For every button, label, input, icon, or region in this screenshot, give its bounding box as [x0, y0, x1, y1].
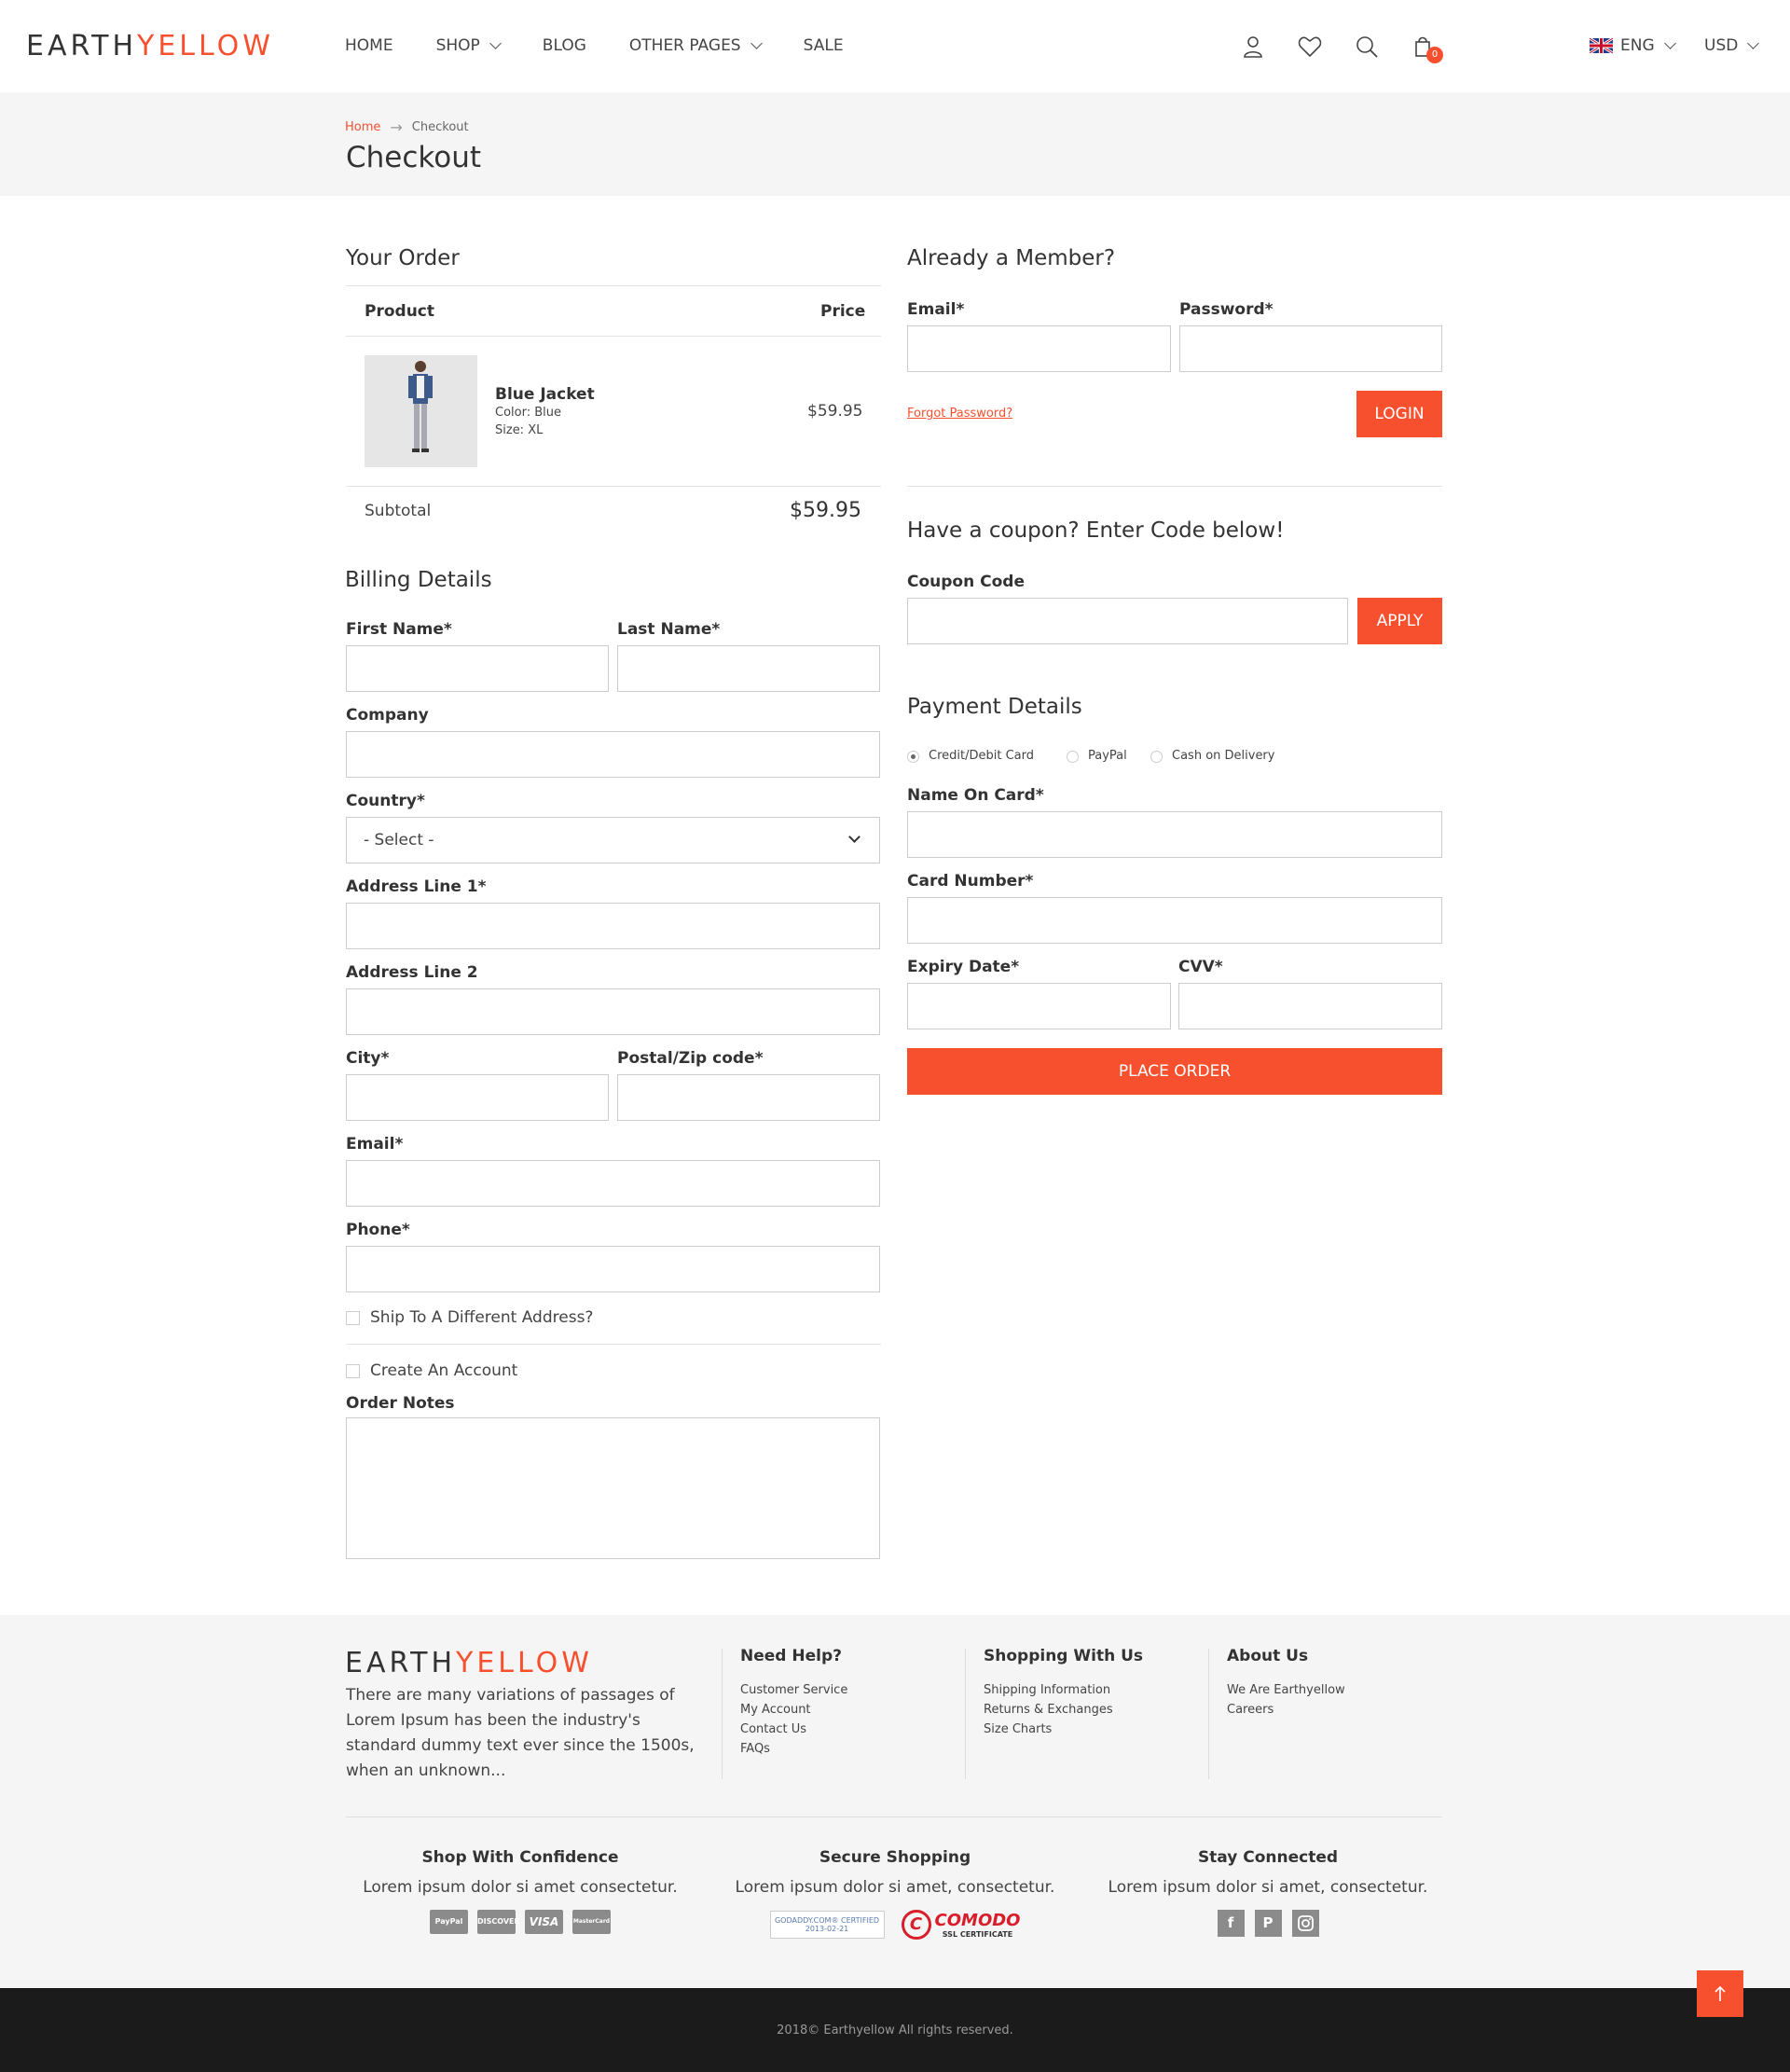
expiry-date-label: Expiry Date* [907, 958, 1020, 976]
footer-link-my-account[interactable]: My Account [740, 1703, 811, 1717]
uk-flag-icon [1590, 38, 1613, 53]
nav-home-label: HOME [345, 36, 393, 55]
ship-different-checkbox[interactable] [346, 1311, 360, 1325]
chevron-down-icon [750, 37, 763, 49]
payment-radio-card[interactable] [907, 751, 919, 763]
chevron-down-icon [489, 37, 502, 49]
main-nav [345, 36, 887, 55]
apply-coupon-button[interactable]: APPLY [1357, 598, 1442, 644]
site-header [0, 0, 1790, 92]
security-badges [713, 1910, 1077, 1940]
billing-email-input[interactable] [346, 1160, 880, 1207]
create-account-checkbox[interactable] [346, 1364, 360, 1378]
footer-about-text: There are many variations of passages of Lorem Ipsum has been the industry's standard dummy text ever since the 1500s, when an unknown... [346, 1686, 695, 1780]
address-line2-input[interactable] [346, 988, 880, 1035]
nav-other-pages-label: OTHER PAGES [628, 36, 741, 55]
secure-shopping-title: Secure Shopping [819, 1848, 971, 1867]
address-line1-label: Address Line 1* [346, 877, 487, 896]
payment-label-card[interactable]: Credit/Debit Card [929, 749, 1034, 763]
order-notes-label: Order Notes [346, 1394, 455, 1413]
divider [907, 486, 1442, 487]
cart-count-badge: 0 [1426, 47, 1443, 63]
copyright-text: 2018© Earthyellow All rights reserved. [777, 2024, 1013, 2037]
nav-shop[interactable] [436, 36, 500, 55]
scroll-to-top-button[interactable] [1697, 1970, 1743, 2017]
footer-shopping-title: Shopping With Us [984, 1647, 1144, 1665]
chevron-down-icon [848, 831, 861, 843]
search-icon[interactable] [1354, 34, 1380, 60]
divider [346, 285, 881, 286]
arrow-right-icon: → [390, 118, 403, 136]
payment-label-paypal[interactable]: PayPal [1088, 749, 1127, 763]
language-selector[interactable] [1590, 36, 1674, 55]
breadcrumb-current: Checkout [411, 120, 469, 134]
page-title: Checkout [346, 141, 482, 174]
discover-card-icon: DISCOVER [477, 1910, 516, 1934]
subtotal-label: Subtotal [365, 502, 432, 520]
chevron-down-icon [1664, 37, 1676, 49]
first-name-input[interactable] [346, 645, 609, 692]
product-color: Color: Blue [495, 406, 561, 420]
postal-code-input[interactable] [617, 1074, 880, 1121]
footer-link-we-are[interactable]: We Are Earthyellow [1227, 1683, 1345, 1697]
payment-radio-cod[interactable] [1150, 751, 1163, 763]
city-input[interactable] [346, 1074, 609, 1121]
nav-sale[interactable] [804, 36, 844, 55]
country-select-value: - Select - [364, 831, 434, 850]
currency-selector[interactable] [1704, 36, 1757, 55]
stay-connected-block [1091, 1848, 1445, 1937]
divider [1208, 1649, 1209, 1779]
place-order-button[interactable]: PLACE ORDER [907, 1048, 1442, 1095]
login-email-label: Email* [907, 300, 965, 319]
country-label: Country* [346, 792, 425, 810]
godaddy-badge-text: GODADDY.COM® CERTIFIED 2013-02-21 [774, 1916, 880, 1933]
product-size: Size: XL [495, 423, 544, 437]
first-name-label: First Name* [346, 620, 452, 639]
divider [346, 486, 881, 487]
country-select[interactable] [346, 817, 880, 863]
heart-icon[interactable] [1297, 34, 1323, 60]
chevron-down-icon [1747, 37, 1759, 49]
arrow-up-icon [1714, 1985, 1727, 2002]
product-image[interactable] [365, 355, 477, 467]
comodo-subtext: SSL CERTIFICATE [942, 1930, 1013, 1939]
footer-link-careers[interactable]: Careers [1227, 1703, 1274, 1717]
comodo-text: COMODO [934, 1911, 1021, 1930]
last-name-label: Last Name* [617, 620, 721, 639]
footer-help-column [740, 1647, 847, 1759]
price-column-header: Price [820, 302, 866, 321]
billing-details-title: Billing Details [345, 568, 492, 592]
payment-cards [345, 1910, 695, 1934]
expiry-date-input[interactable] [907, 983, 1171, 1029]
coupon-code-label: Coupon Code [907, 573, 1025, 591]
footer-help-title: Need Help? [740, 1647, 842, 1665]
create-account-label[interactable]: Create An Account [370, 1361, 518, 1380]
payment-label-cod[interactable]: Cash on Delivery [1172, 749, 1275, 763]
shop-confidence-text: Lorem ipsum dolor si amet consectetur. [363, 1878, 678, 1897]
godaddy-certified-badge [770, 1911, 885, 1939]
mastercard-card-icon: MasterCard [572, 1910, 611, 1934]
coupon-title: Have a coupon? Enter Code below! [907, 518, 1285, 543]
footer-logo-earth: EARTH [345, 1647, 457, 1679]
product-column-header: Product [365, 302, 434, 321]
subtotal-value: $59.95 [790, 499, 861, 522]
comodo-ssl-badge [902, 1910, 1021, 1940]
payment-radio-paypal[interactable] [1067, 751, 1079, 763]
header-icons [1240, 34, 1467, 60]
footer-about-column [1227, 1647, 1345, 1720]
footer-link-returns[interactable]: Returns & Exchanges [984, 1703, 1113, 1717]
card-number-input[interactable] [907, 897, 1442, 944]
divider [346, 1816, 1441, 1817]
cart-icon[interactable] [1411, 34, 1437, 60]
shop-confidence-title: Shop With Confidence [421, 1848, 619, 1867]
cvv-label: CVV* [1178, 958, 1223, 976]
visa-card-icon: VISA [525, 1910, 563, 1934]
divider [346, 336, 881, 337]
logo-text-earth: EARTH [26, 30, 138, 62]
already-member-title: Already a Member? [907, 246, 1116, 270]
company-label: Company [346, 706, 429, 725]
nav-sale-label: SALE [803, 36, 844, 55]
cvv-input[interactable] [1178, 983, 1442, 1029]
site-footer [0, 1615, 1790, 1988]
last-name-input[interactable] [617, 645, 880, 692]
login-button[interactable]: LOGIN [1356, 391, 1442, 437]
nav-shop-label: SHOP [435, 36, 480, 55]
user-icon[interactable] [1240, 34, 1266, 60]
coupon-code-input[interactable] [907, 598, 1348, 644]
payment-details-title: Payment Details [907, 695, 1082, 719]
product-name[interactable]: Blue Jacket [495, 385, 595, 404]
login-password-label: Password* [1179, 300, 1274, 319]
secure-shopping-text: Lorem ipsum dolor si amet, consectetur. [735, 1878, 1055, 1897]
nav-other-pages[interactable] [629, 36, 761, 55]
login-password-input[interactable] [1179, 325, 1442, 372]
card-number-label: Card Number* [907, 872, 1034, 891]
divider [965, 1649, 966, 1779]
stay-connected-title: Stay Connected [1197, 1848, 1339, 1867]
comodo-logo-icon: C [902, 1910, 931, 1940]
footer-logo[interactable] [345, 1647, 593, 1679]
divider [346, 1344, 881, 1345]
your-order-title: Your Order [346, 246, 460, 270]
product-price: $59.95 [807, 402, 863, 421]
address-line1-input[interactable] [346, 903, 880, 949]
copyright-bar [0, 1988, 1790, 2072]
login-email-input[interactable] [907, 325, 1171, 372]
currency-label: USD [1704, 36, 1739, 55]
shop-confidence-block [345, 1848, 695, 1934]
secure-shopping-block [713, 1848, 1077, 1940]
phone-label: Phone* [346, 1221, 410, 1239]
instagram-icon[interactable] [1292, 1910, 1319, 1937]
footer-about-us-title: About Us [1227, 1647, 1309, 1665]
footer-link-contact-us[interactable]: Contact Us [740, 1722, 806, 1736]
footer-link-customer-service[interactable]: Customer Service [740, 1683, 848, 1697]
order-notes-textarea[interactable] [346, 1417, 880, 1559]
language-label: ENG [1620, 36, 1655, 55]
billing-email-label: Email* [346, 1135, 404, 1153]
forgot-password-link[interactable]: Forgot Password? [907, 407, 1013, 421]
footer-shopping-column [984, 1647, 1143, 1739]
breadcrumb [345, 118, 469, 136]
postal-code-label: Postal/Zip code* [617, 1049, 764, 1068]
pinterest-icon[interactable]: P [1255, 1910, 1282, 1937]
footer-logo-yellow: YELLOW [456, 1647, 593, 1679]
divider [722, 1649, 723, 1779]
site-logo[interactable] [26, 30, 274, 62]
name-on-card-input[interactable] [907, 811, 1442, 858]
footer-link-shipping[interactable]: Shipping Information [984, 1683, 1111, 1697]
footer-link-faqs[interactable]: FAQs [740, 1742, 770, 1756]
breadcrumb-home-link[interactable]: Home [345, 120, 381, 134]
name-on-card-label: Name On Card* [907, 786, 1044, 805]
social-links [1091, 1910, 1445, 1937]
city-label: City* [346, 1049, 390, 1068]
company-input[interactable] [346, 731, 880, 778]
facebook-icon[interactable]: f [1218, 1910, 1245, 1937]
logo-text-yellow: YELLOW [137, 30, 274, 62]
nav-blog[interactable] [543, 36, 586, 55]
nav-home[interactable] [345, 36, 393, 55]
paypal-card-icon: PayPal [430, 1910, 468, 1934]
nav-blog-label: BLOG [542, 36, 586, 55]
page-title-band [0, 92, 1790, 196]
ship-different-label[interactable]: Ship To A Different Address? [370, 1308, 594, 1327]
address-line2-label: Address Line 2 [346, 963, 478, 982]
footer-link-size-charts[interactable]: Size Charts [984, 1722, 1053, 1736]
stay-connected-text: Lorem ipsum dolor si amet, consectetur. [1108, 1878, 1428, 1897]
phone-input[interactable] [346, 1246, 880, 1292]
